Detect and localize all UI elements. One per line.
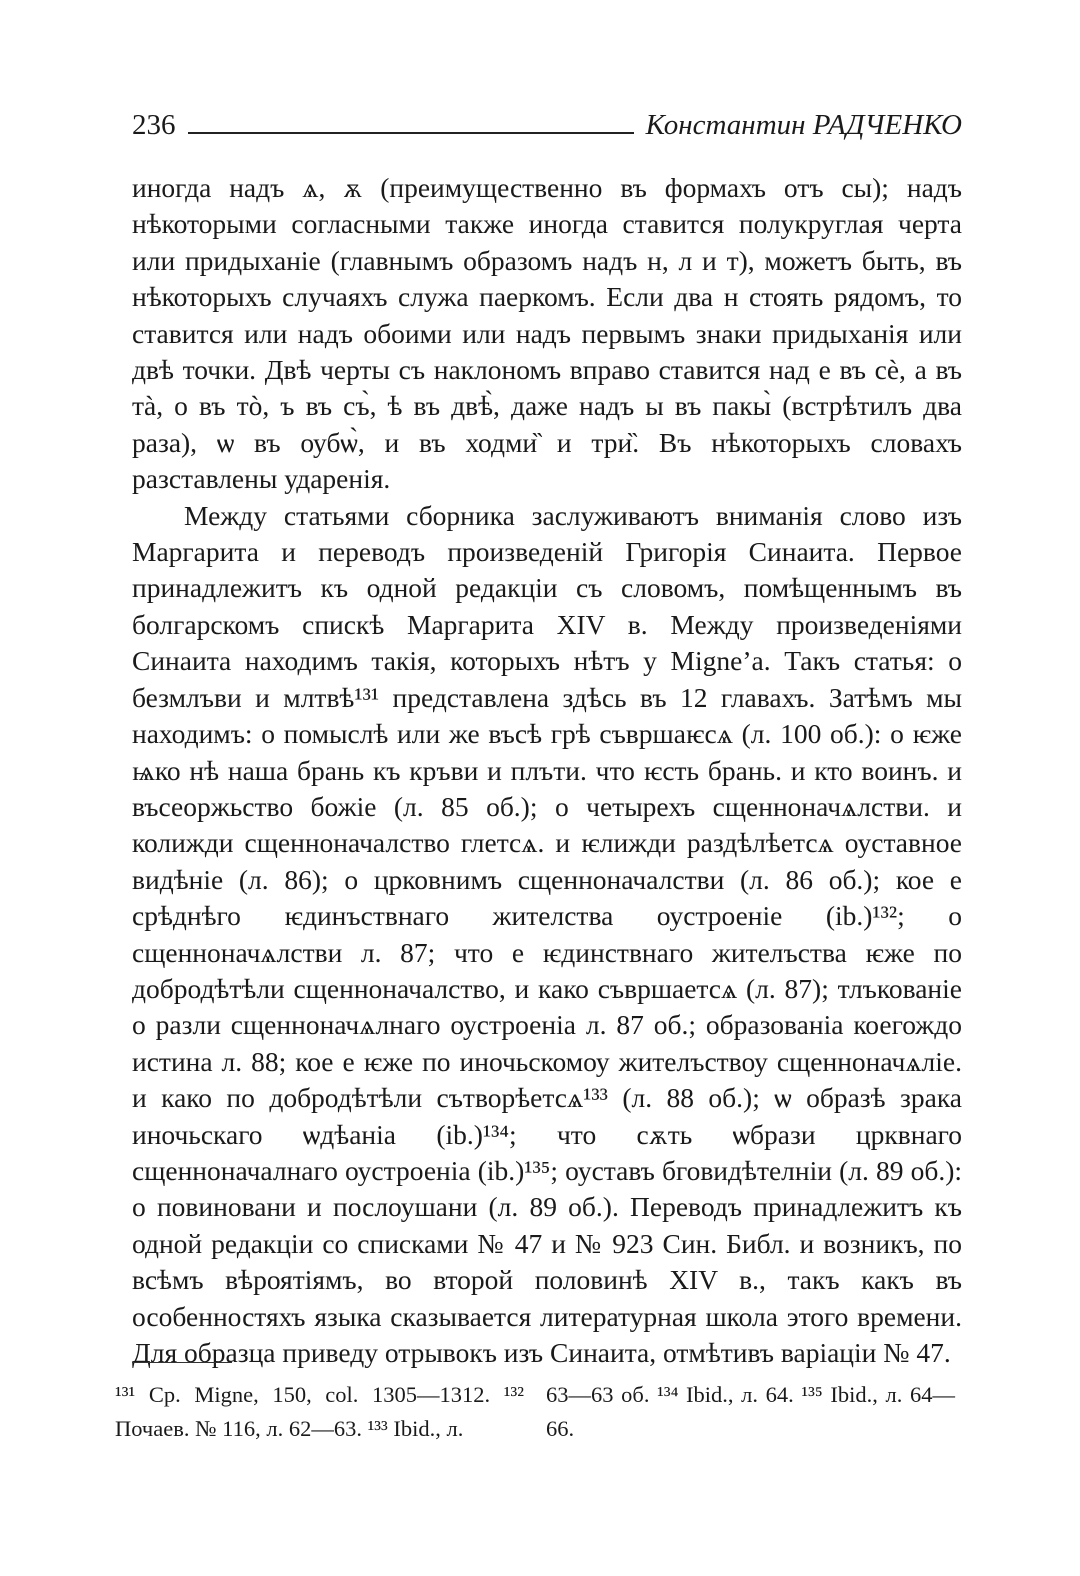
- paragraph-continuation: иногда надъ ѧ, ѫ (преимущественно въ формахъ отъ сы); надъ нѣкоторыми согласными также иногда ставится полукруглая черта или придыханіе (главнымъ образомъ надъ н, л и т), можетъ быть, въ нѣкоторыхъ случаяхъ служа паеркомъ. Если два н стоять рядомъ, то ставится или надъ обоими или надъ первымъ знаки придыханія или двѣ точки. Двѣ черты съ наклономъ вправо ставится над е въ сѐ, а въ тà, о въ тò, ъ въ съ̀, ѣ въ двѣ̀, даже надъ ы въ пакы̀ (встрѣтилъ два раза), ѡ въ оубѡ̀, и въ ходми̏ и три̏. Въ нѣкоторыхъ словахъ разставлены ударенія.: [132, 172, 962, 495]
- footnotes-column-left: ¹³¹ Ср. Migne, 150, col. 1305—1312. ¹³² Почаев. № 116, л. 62—63. ¹³³ Ibid., л.: [115, 1382, 524, 1441]
- page-number: 236: [132, 109, 176, 141]
- main-text: [132, 170, 962, 1371]
- book-page: [132, 98, 962, 1371]
- header-rule: [188, 132, 634, 134]
- footnotes-column-right: 63—63 об. ¹³⁴ Ibid., л. 64. ¹³⁵ Ibid., л. 64—66.: [546, 1382, 955, 1441]
- footnotes-rule: [132, 1362, 232, 1363]
- footnotes: [115, 1378, 955, 1446]
- paragraph: Между статьями сборника заслуживаютъ вниманія слово изъ Маргарита и переводъ произведеній Григорія Синаита. Первое принадлежитъ къ одной редакціи съ словомъ, помѣщеннымъ въ болгарскомъ спискѣ Маргарита XIV в. Между произведеніями Синаита находимъ такія, которыхъ нѣтъ у Migne’а. Такъ статья: о безмлъви и млтвѣ¹³¹ представлена здѣсь въ 12 главахъ. Затѣмъ мы находимъ: о помыслѣ или же въсѣ грѣ съвршаѥсѧ (л. 100 об.): о ѥже ѩко нѣ наша брань къ кръви и плъти. что ѥсть брань. и кто воинъ. и въсеоржьство божіе (л. 85 об.); о четырехъ сщенноначѧлстви. и колижди сщенноначалство глетсѧ. и ѥлижди раздѣлѣетсѧ оуставное видѣніе (л. 86); о црковнимъ сщенноначалстви (л. 86 об.); кое е срѣднѣго ѥдинъствнаго жителства оустроеніе (ib.)¹³²; о сщенноначѧлстви л. 87; что е ѥдинствнаго жителъства ѥже по добродѣтѣли сщенноначалство, и како съвршаетсѧ (л. 87); тлъкованіе о разли сщенноначѧлнаго оустроеніа л. 87 об.; образованіа коегождо истина л. 88; кое е ѥже по иночьскомоу жителъствоу сщенноначѧліе. и како по добродѣтѣли сътворѣетсѧ¹³³ (л. 88 об.); ѡ образѣ зрака иночьскаго ѡдѣаніа (ib.)¹³⁴; что сѫть ѡбрази црквнаго сщенноначалнаго оустроеніа (ib.)¹³⁵; оуставъ бговидѣтелніи (л. 89 об.): о повиновани и послоушани (л. 89 об.). Переводъ принадлежитъ къ одной редакціи со списками № 47 и № 923 Син. Библ. и возникъ, по всѣмъ вѣроятіямъ, во второй половинѣ XIV в., такъ какъ въ особенностяхъ языка сказывается литературная школа этого времени. Для образца приведу отрывокъ изъ Синаита, отмѣтивъ варіаціи № 47.: [132, 499, 962, 1368]
- running-head: [132, 98, 962, 140]
- running-head-author: Константин РАДЧЕНКО: [645, 109, 962, 141]
